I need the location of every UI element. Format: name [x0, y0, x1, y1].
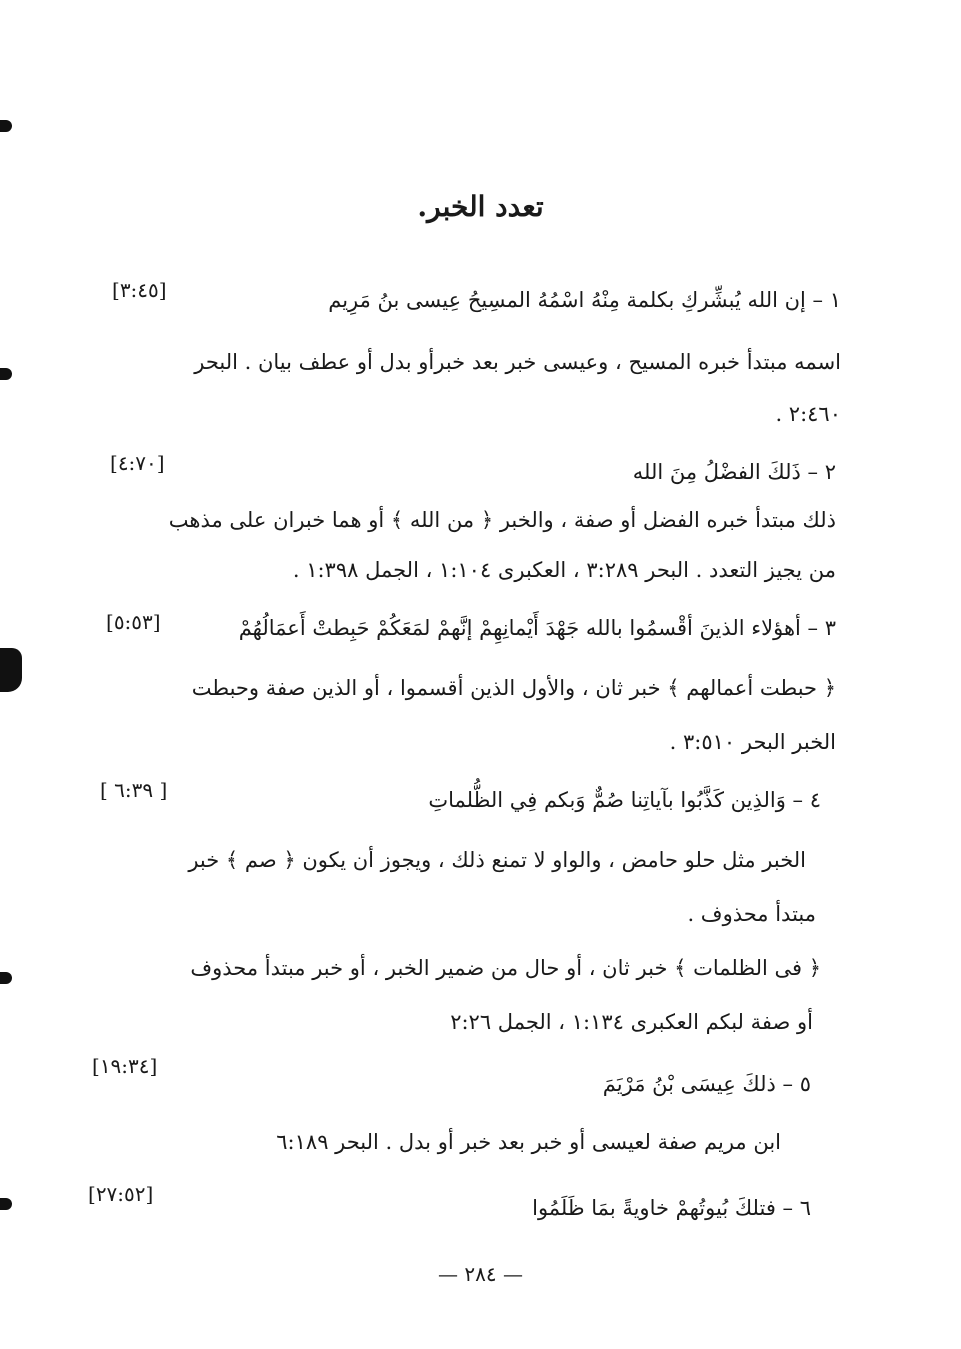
scan-edge-mark — [0, 972, 12, 984]
verse-line: ٥ – ذلكَ عِيسَى بْنُ مَرْيَمَ — [602, 1072, 811, 1096]
note-line: ٢:٤٦٠ . — [775, 402, 841, 426]
note-line: ﴿ فى الظلمات ﴾ خبر ثان ، أو حال من ضمير الخبر ، أو خبر مبتدأ محذوف — [190, 956, 821, 980]
scan-edge-mark — [0, 1198, 12, 1210]
scan-edge-mark — [0, 368, 12, 380]
note-line: اسمه مبتدأ خبره المسيح ، وعيسى خبر بعد خبرأو بدل أو عطف بيان . البحر — [194, 350, 841, 374]
note-line: ﴿ حبطت أعمالهم ﴾ خبر ثان ، والأول الذين أقسموا ، أو الذين صفة وحبطت — [191, 676, 836, 700]
page-number: — ٢٨٤ — — [438, 1262, 523, 1286]
note-line: أو صفة لبكم العكبرى ١:١٣٤ ، الجمل ٢:٢٦ — [450, 1010, 813, 1034]
note-line: من يجيز التعدد . البحر ٣:٢٨٩ ، العكبرى ١:١٠٤ ، الجمل ١:٣٩٨ . — [292, 558, 836, 582]
verse-line: ١ – إن الله يُبشِّركِ بكلمة مِنْهُ اسْمُهُ المسِيحُ عِيسى بنُ مَرِيم — [328, 288, 841, 312]
verse-line: ٦ – فتلكَ بُيوتُهمْ خاويةً بمَا ظَلَمُوا — [532, 1196, 811, 1220]
note-line: ابن مريم صفة لعيسى أو خبر بعد خبر أو بدل . البحر ٦:١٨٩ — [276, 1130, 781, 1154]
verse-reference: [٢٧:٥٢] — [88, 1182, 154, 1206]
verse-line: ٢ – ذَلكَ الفضْلُ مِنَ الله — [632, 460, 836, 484]
verse-line: ٣ – أهؤلاء الذينَ أقْسمُوا بالله جَهْدَ أَيْمانِهِمْ إنَّهمْ لمَعَكُمْ حَبِطتْ أَعمَالُهُمْ — [238, 616, 836, 640]
note-line: الخبر مثل حلو حامض ، والواو لا تمنع ذلك ، ويجوز أن يكون ﴿ صم ﴾ خبر — [188, 848, 806, 872]
verse-reference: [ ٦:٣٩ ] — [100, 778, 168, 802]
verse-reference: [٤:٧٠] — [110, 451, 165, 475]
verse-reference: [٥:٥٣] — [106, 610, 161, 634]
note-line: ذلك مبتدأ خبره الفضل أو صفة ، والخبر ﴿ من الله ﴾ أو هما خبران على مذهب — [168, 508, 836, 532]
verse-reference: [١٩:٣٤] — [92, 1054, 158, 1078]
scan-edge-mark — [0, 648, 22, 692]
note-line: مبتدأ محذوف . — [687, 902, 816, 926]
scan-edge-mark — [0, 120, 12, 132]
page-title: تعدد الخبر. — [417, 190, 544, 223]
verse-reference: [٣:٤٥] — [112, 278, 167, 302]
note-line: الخبر البحر ٣:٥١٠ . — [669, 730, 836, 754]
verse-line: ٤ – وَالذِين كَذَّبُوا بآياتِنا صُمٌّ وَبكم فِي الظُّلماتِ — [428, 788, 821, 812]
